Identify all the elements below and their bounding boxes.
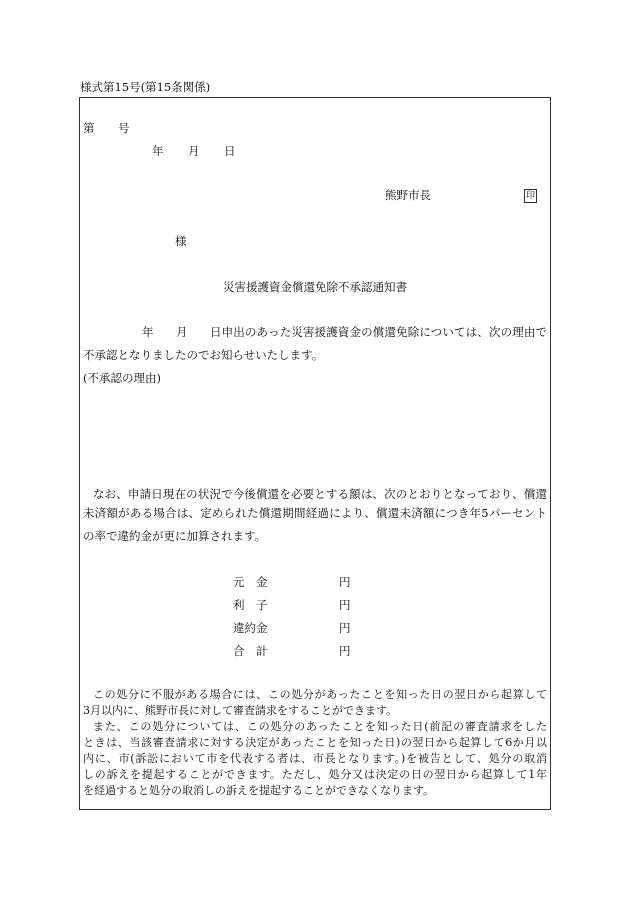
amount-interest-unit: 円 bbox=[339, 598, 351, 612]
amount-penalty-label: 違約金 bbox=[233, 621, 268, 635]
date-day: 日 bbox=[224, 144, 236, 158]
document-title: 災害援護資金償還免除不承認通知書 bbox=[223, 280, 407, 294]
appeal-line-1: この処分に不服がある場合には、この処分があったことを知った日の翌日から起算して bbox=[93, 688, 547, 701]
intro-line-1: 日申出のあった災害援護資金の償還免除については、次の理由で bbox=[210, 325, 547, 339]
appeal-line-5: 内に、市(訴訟において市を代表する者は、市長となります。)を被告として、処分の取消 bbox=[83, 752, 547, 765]
intro-line-2: 不承認となりましたのでお知らせいたします。 bbox=[83, 348, 324, 362]
amount-interest-label: 利 子 bbox=[233, 598, 268, 612]
number-go: 号 bbox=[118, 121, 130, 135]
intro-year: 年 bbox=[142, 325, 154, 339]
amount-total-label: 合 計 bbox=[233, 644, 268, 658]
seal-mark: 印 bbox=[525, 191, 535, 201]
sender-name: 熊野市長 bbox=[385, 188, 431, 202]
appeal-line-3: また、この処分については、この処分のあったことを知った日(前記の審査請求をした bbox=[93, 720, 547, 733]
addressee-suffix: 様 bbox=[175, 234, 187, 248]
intro-month: 月 bbox=[176, 325, 188, 339]
amount-penalty-unit: 円 bbox=[339, 621, 351, 635]
reason-heading: (不承認の理由) bbox=[83, 371, 161, 385]
date-month: 月 bbox=[188, 144, 200, 158]
date-year: 年 bbox=[152, 144, 164, 158]
amount-principal-label: 元 金 bbox=[233, 575, 268, 589]
number-dai: 第 bbox=[83, 121, 95, 135]
amount-principal-unit: 円 bbox=[339, 575, 351, 589]
amount-total-unit: 円 bbox=[339, 644, 351, 658]
notice-line-1: なお、申請日現在の状況で今後償還を必要とする額は、次のとおりとなっており、償還 bbox=[93, 487, 547, 501]
appeal-line-7: を経過すると処分の取消しの訴えを提起することができなくなります。 bbox=[83, 784, 435, 797]
notice-line-3: の率で違約金が更に加算されます。 bbox=[83, 529, 267, 543]
appeal-line-2: 3月以内に、熊野市長に対して審査請求をすることができます。 bbox=[83, 704, 398, 717]
appeal-line-6: しの訴えを提起することができます。ただし、処分又は決定の日の翌日から起算して1年 bbox=[83, 768, 547, 781]
appeal-line-4: ときは、当該審査請求に対する決定があったことを知った日)の翌日から起算して6か月以 bbox=[83, 736, 547, 749]
form-label: 様式第15号(第15条関係) bbox=[80, 80, 211, 94]
notice-line-2: 未済額がある場合は、定められた償還期間経過により、償還未済額につき年5パーセント bbox=[83, 506, 547, 520]
